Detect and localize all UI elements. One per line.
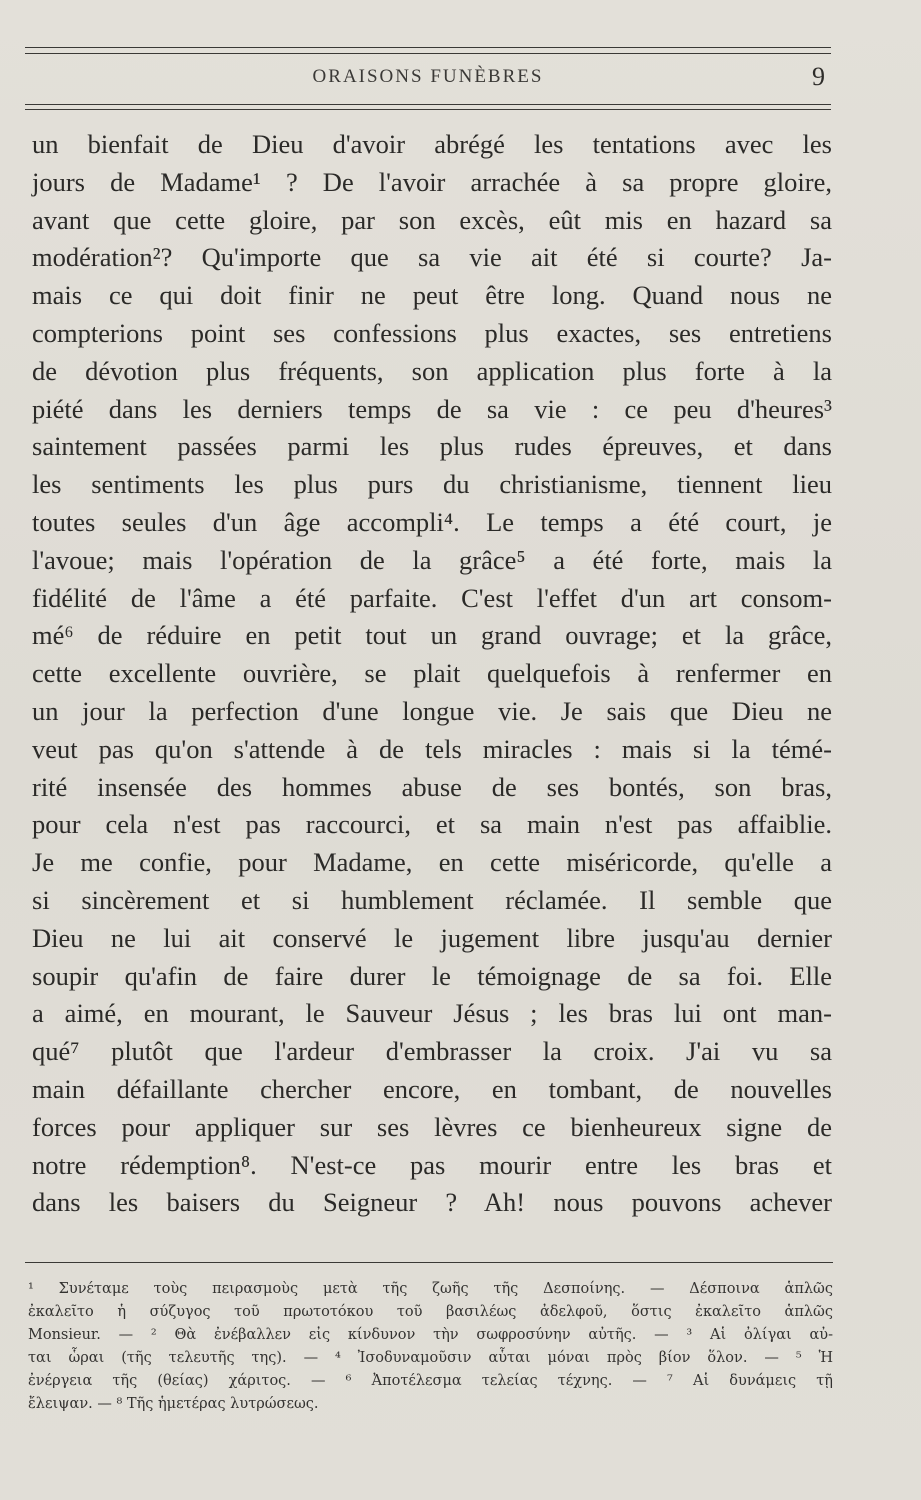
footnote-line: ἔλειψαν. — ⁸ Τῆς ἡμετέρας λυτρώσεως. <box>28 1396 319 1412</box>
text-line: fidélité de l'âme a été parfaite. C'est l'effet d'un art consom- <box>32 582 832 613</box>
text-line: piété dans les derniers temps de sa vie : ce peu d'heures³ <box>32 393 832 424</box>
text-line: mé⁶ de réduire en petit tout un grand ouvrage; et la grâce, <box>32 620 832 651</box>
top-double-rule <box>25 47 831 48</box>
body-text <box>32 126 832 1222</box>
text-line: si sincèrement et si humblement réclamée. Il semble que <box>32 884 832 915</box>
footnote-line: ἐνέργεια τῆς (θείας) χάριτος. — ⁶ Ἀποτέλεσμα τελείας τέχνης. — ⁷ Αἱ δυνάμεις τῇ <box>28 1373 833 1389</box>
text-line: a aimé, en mourant, le Sauveur Jésus ; les bras lui ont man- <box>32 998 832 1029</box>
page-number: 9 <box>812 62 825 91</box>
text-line: veut pas qu'on s'attende à de tels miracles : mais si la témé- <box>32 733 832 764</box>
footnote-line: Monsieur. — ² Θὰ ἐνέβαλλεν εἰς κίνδυνον τὴν σωφροσύνην αὐτῆς. — ³ Αἱ ὀλίγαι αὐ- <box>28 1327 833 1343</box>
text-line: jours de Madame¹ ? De l'avoir arrachée à sa propre gloire, <box>32 166 832 197</box>
footnotes <box>28 1278 833 1416</box>
header-rule <box>25 104 831 105</box>
text-line: main défaillante chercher encore, en tombant, de nouvelles <box>32 1073 832 1104</box>
footnote-line: ἐκαλεῖτο ἡ σύζυγος τοῦ πρωτοτόκου τοῦ βασιλέως ἀδελφοῦ, ὅστις ἐκαλεῖτο ἁπλῶς <box>28 1304 833 1320</box>
running-title: ORAISONS FUNÈBRES <box>312 66 544 87</box>
footnote-line: ¹ Συνέταμε τοὺς πειρασμοὺς μετὰ τῆς ζωῆς τῆς Δεσποίνης. — Δέσποινα ἁπλῶς <box>28 1281 833 1297</box>
text-line: soupir qu'afin de faire durer le témoignage de sa foi. Elle <box>32 960 832 991</box>
text-line: Je me confie, pour Madame, en cette miséricorde, qu'elle a <box>32 847 832 878</box>
text-line: les sentiments les plus purs du christianisme, tiennent lieu <box>32 469 832 500</box>
text-line: un bienfait de Dieu d'avoir abrégé les tentations avec les <box>32 129 832 159</box>
text-line: forces pour appliquer sur ses lèvres ce bienheureux signe de <box>32 1111 832 1142</box>
text-line: compterions point ses confessions plus exactes, ses entretiens <box>32 317 832 348</box>
text-line: Dieu ne lui ait conservé le jugement libre jusqu'au dernier <box>32 922 832 953</box>
text-line: cette excellente ouvrière, se plait quelquefois à renfermer en <box>32 658 832 689</box>
text-line: avant que cette gloire, par son excès, eût mis en hazard sa <box>32 204 832 235</box>
text-line: saintement passées parmi les plus rudes épreuves, et dans <box>32 431 832 462</box>
footnote-separator <box>25 1262 833 1263</box>
header-rule-lower <box>25 109 831 110</box>
text-line: mais ce qui doit finir ne peut être long. Quand nous ne <box>32 280 832 311</box>
text-line: notre rédemption⁸. N'est-ce pas mourir entre les bras et <box>32 1149 832 1180</box>
text-line: pour cela n'est pas raccourci, et sa main n'est pas affaiblie. <box>32 809 832 840</box>
footnote-line: ται ὧραι (τῆς τελευτῆς της). — ⁴ Ἰσοδυναμοῦσιν αὗται μόναι πρὸς βίον ὅλον. — ⁵ Ἡ <box>28 1350 833 1366</box>
text-line: qué⁷ plutôt que l'ardeur d'embrasser la croix. J'ai vu sa <box>32 1036 832 1067</box>
text-line: dans les baisers du Seigneur ? Ah! nous pouvons achever <box>32 1187 832 1218</box>
top-double-rule-inner <box>25 53 831 54</box>
text-line: modération²? Qu'importe que sa vie ait été si courte? Ja- <box>32 242 832 273</box>
running-header <box>25 62 831 98</box>
text-line: un jour la perfection d'une longue vie. Je sais que Dieu ne <box>32 695 832 726</box>
text-line: toutes seules d'un âge accompli⁴. Le temps a été court, je <box>32 506 832 537</box>
text-line: l'avoue; mais l'opération de la grâce⁵ a été forte, mais la <box>32 544 832 575</box>
text-line: de dévotion plus fréquents, son application plus forte à la <box>32 355 832 386</box>
text-line: rité insensée des hommes abuse de ses bontés, son bras, <box>32 771 832 802</box>
